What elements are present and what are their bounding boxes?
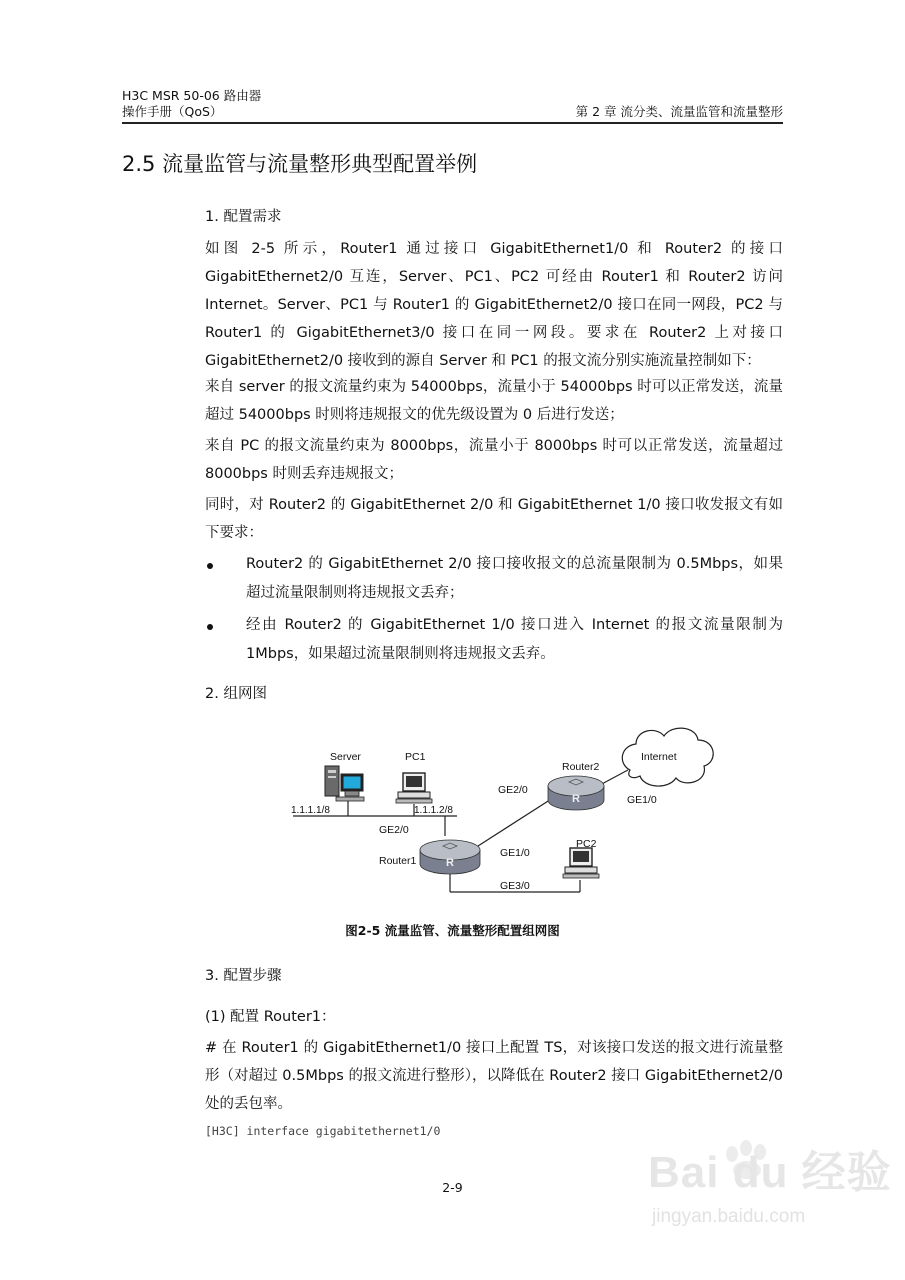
internet-label: Internet xyxy=(641,751,677,763)
router2-ge10-label: GE1/0 xyxy=(627,794,657,806)
section-title: 2.5 流量监管与流量整形典型配置举例 xyxy=(122,152,478,176)
code-line: [H3C] interface gigabitethernet1/0 xyxy=(205,1124,441,1138)
router2-label: Router2 xyxy=(562,761,600,773)
router1-icon xyxy=(420,840,480,874)
requirements-paragraph-1: 如图 2-5 所示，Router1 通过接口 GigabitEthernet1/0 和 Router2 的接口 GigabitEthernet2/0 互连，Server、PC1、PC2 可经由 Router1 和 Router2 访问 Internet。Server、PC1 与 Router1 的 GigabitEthernet2/0 接口在同一网段，PC2 与 Router1 的 GigabitEthernet3/0 接口在同一网段。要求在 Router2 上对接口 GigabitEthernet2/0 接收到的源自 Server 和 PC1 的报文流分别实施流量控制如下： xyxy=(205,241,783,369)
router1-glyph: R xyxy=(446,857,454,869)
watermark-url: jingyan.baidu.com xyxy=(652,1206,806,1227)
pc1-label: PC1 xyxy=(405,751,426,763)
requirements-paragraph-4: 同时，对 Router2 的 GigabitEthernet 2/0 和 GigabitEthernet 1/0 接口收发报文有如下要求： xyxy=(205,497,783,541)
router2-glyph: R xyxy=(572,793,580,805)
router1-label: Router1 xyxy=(379,855,417,867)
router1-ge20-label: GE2/0 xyxy=(379,824,409,836)
router1-router2-link-line xyxy=(478,796,556,846)
router1-ge30-label: GE3/0 xyxy=(500,880,530,892)
requirements-bullet-1: Router2 的 GigabitEthernet 2/0 接口接收报文的总流量限制为 0.5Mbps，如果超过流量限制则将违规报文丢弃； xyxy=(246,556,783,601)
pc1-ip-label: 1.1.1.2/8 xyxy=(414,805,453,816)
watermark-logo: Bai du 经验 xyxy=(648,1148,892,1197)
server-ip-label: 1.1.1.1/8 xyxy=(291,805,330,816)
header-product: H3C MSR 50-06 路由器 xyxy=(122,88,262,103)
pc2-label: PC2 xyxy=(576,838,597,850)
step-1: (1) 配置 Router1： xyxy=(205,1009,336,1025)
router2-ge20-label: GE2/0 xyxy=(498,784,528,796)
step-comment: # 在 Router1 的 GigabitEthernet1/0 接口上配置 TS，对该接口发送的报文进行流量整形（对超过 0.5Mbps 的报文流进行整形），以降低在 Router2 接口 GigabitEthernet2/0 处的丢包率。 xyxy=(205,1040,783,1112)
requirements-bullet-2: 经由 Router2 的 GigabitEthernet 1/0 接口进入 Internet 的报文流量限制为 1Mbps，如果超过流量限制则将违规报文丢弃。 xyxy=(246,617,783,662)
header-chapter: 第 2 章 流分类、流量监管和流量整形 xyxy=(575,104,783,119)
figure-caption: 图2-5 流量监管、流量整形配置组网图 xyxy=(345,923,560,938)
network-heading: 2. 组网图 xyxy=(205,686,267,702)
pc2-icon xyxy=(563,848,599,878)
pc1-icon xyxy=(396,773,432,803)
header-manual: 操作手册（QoS） xyxy=(122,104,223,119)
server-label: Server xyxy=(330,751,361,763)
page-number: 2-9 xyxy=(442,1180,463,1195)
requirements-paragraph-2: 来自 server 的报文流量约束为 54000bps，流量小于 54000bps 时可以正常发送，流量超过 54000bps 时则将违规报文的优先级设置为 0 后进行发送； xyxy=(205,379,783,423)
router2-icon xyxy=(548,776,604,810)
requirements-heading: 1. 配置需求 xyxy=(205,209,282,225)
requirements-paragraph-3: 来自 PC 的报文流量约束为 8000bps，流量小于 8000bps 时可以正常发送，流量超过 8000bps 时则丢弃违规报文； xyxy=(205,438,783,482)
steps-heading: 3. 配置步骤 xyxy=(205,968,282,984)
server-icon xyxy=(325,766,364,801)
router1-ge10-label: GE1/0 xyxy=(500,847,530,859)
